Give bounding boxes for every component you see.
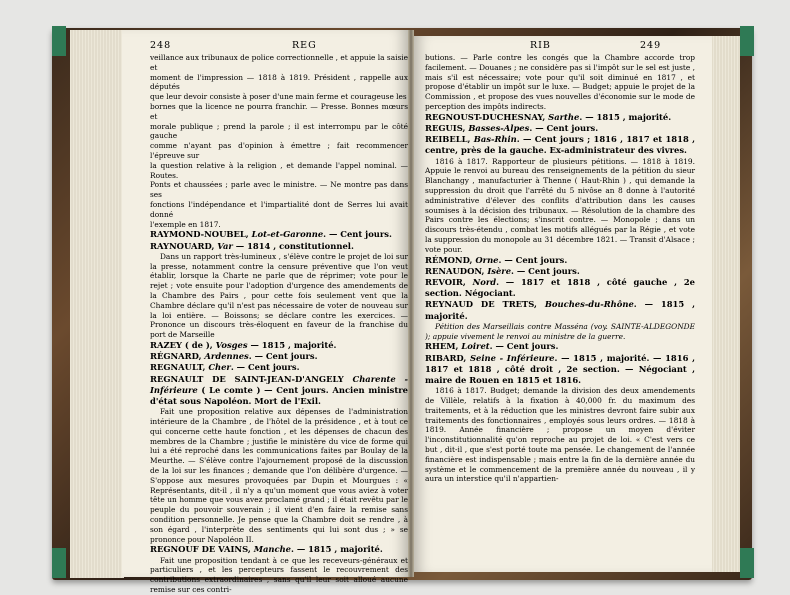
left-line: que leur devoir consiste à poser d'une main ferme et courageuse les [150,92,407,102]
left-bottom-corner [52,548,66,578]
deputy-entry: RENAUDON, Isère. — Cent jours. [425,265,580,276]
deputy-name: REGNAULT DE SAINT-JEAN-D'ANGELY [150,373,344,384]
deputy-info: — 1815 , majorité. [425,299,695,321]
deputy-department: Ardennes [204,351,249,362]
deputy-department: Vosges [215,339,248,350]
right-top-corner [740,26,754,56]
deputy-name: RÉMOND [425,254,470,265]
left-line: moment de l'impression — 1818 à 1819. Président , rappelle aux députés [150,72,408,92]
deputy-info: Cent jours. [340,229,392,240]
deputy-department: Loiret [461,341,490,352]
right-page-text [425,53,695,484]
deputy-department: Sarthe [548,111,580,122]
paragraph: Dans un rapport très-lumineux , s'élève contre le projet de loi sur la presse, notamment contre la censure préventive que l'on veut établir, lorsque la Charte ne parle que de réprimer; vote pour le rejet ; vote ensuite pour l'adoption d'urgence des amendements de la Chambre des Pairs , pour cette fois seulement vent que la Chambre déclare qu'il n'est pas nécessaire de voter de nouveau sur la loi entière. — Boissons; se déclare contre les exercices. — Prononce un discours très-éloquent en faveur de la franchise du port de Marseille [150,251,408,340]
left-line: bornes que la licence ne pourra franchir. — Presse. Bonnes mœurs et [150,101,408,121]
deputy-name: REGNOUF DE VAINS [150,544,248,555]
deputy-department: Seine - Inférieure [470,352,555,363]
left-page-number: 248 [150,40,172,51]
paragraph: 1816 à 1817. Budget; demande la division des deux amendements de Villèle, relatifs à la fixation à 40,000 fr. du maximum des traitements, et à la réduction que les ministres devront faire subir aux traitements des fonctionnaires , employés sous leurs ordres. — 1818 à 1819. Année financière ; propose un moyen d'éviter l'inconstitutionnalité qu'on reproche au projet de loi. « C'est vers ce but , dit-il , que s'est porté toute ma pensée. Le changement de l'année financière est indispensable ; mais entre la fin de la dernière année du système et le commencement de la première année du nouveau , il y aura un interstice qu'il n'appartien- [425,386,695,484]
deputy-info: — Cent jours. [236,362,300,373]
deputy-department: Orne [475,254,499,265]
deputy-entry: REYNAUD DE TRETS, Bouches-du-Rhône. — 1815 , majorité. [425,299,695,321]
deputy-name: RIBARD [425,352,464,363]
deputy-name: REGUIS [425,122,463,133]
right-page-number: 249 [640,40,662,51]
deputy-department: Manche [253,544,291,555]
deputy-entry [150,374,408,408]
deputy-entry: REGNAULT, Cher. — Cent jours. [150,362,300,373]
left-line: veillance aux tribunaux de police correctionnelle , et appuie la saisie et [150,53,408,72]
deputy-entry: RAYNOUARD, Var — 1814 , constitutionnel. [150,240,354,251]
left-line: comme n'ayant pas d'opinion à émettre ; fait recommencer l'épreuve sur [150,141,408,160]
deputy-name: RENAUDON [425,265,482,276]
deputy-name: RAYNOUARD [150,240,212,251]
deputy-name: REGNAULT [150,362,203,373]
deputy-entry: RIBARD, Seine - Inférieure. — 1815 , majorité. — 1816 , 1817 et 1818 , côté droit , 2e section. — Négociant , maire de Rouen en 1815 et 1816. [425,352,695,385]
deputy-department: Basses-Alpes [468,122,530,133]
deputy-info: ( Le comte ) — Cent jours. Ancien ministre d'état sous Napoléon. Mort de l'Exil. [150,384,408,406]
deputy-entry: RAZEY ( de ), Vosges — 1815 , majorité. [150,339,337,350]
left-line: fonctions l'indépendance et l'impartialité dont de Serres lui avait donné [150,199,408,219]
deputy-entry: RÉGNARD, Ardennes. — Cent jours. [150,351,318,362]
paragraph: 1816 à 1817. Rapporteur de plusieurs pétitions. — 1818 à 1819. Appuie le renvoi au bureau des renseignements de la pétition du sieur Blanchangy , manufacturier à Thenne ( Haut-Rhin ) , qui demande la suppression du droit que l'arrêté du 5 nivôse an 8 donne à l'autorité administrative d'élever des conflits d'attribution dans les causes soumises à la décision des tribunaux. — Résolution de la chambre des Pairs contre les élections; s'inscrit contre. — Monopole ; dans un discours très-étendu , combat les motifs allégués par la Régie , et vote la suppression du monopole au 31 décembre 1821. — Transit d'Alsace ; vote pour. [425,156,695,254]
paragraph: Fait une proposition relative aux dépenses de l'administration intérieure de la Chambre , de l'hôtel de la présidence , et à tout ce qui concerne cette haute fonction , et les dépenses de chacun des membres de la Chambre ; justifie le ministère du vice de forme qui lui a été reproché dans les communications faites par Boulay de la Meurthe. — S'élève contre l'ajournement proposé de la discussion de la loi sur les finances ; demande que l'on délibère d'urgence. — S'oppose aux mesures provoquées par Dupin et Mourgues : « Représentants, dit-il , il n'y a qu'un moment que vous aviez à voter tête un homme que vous avez proclamé grand ; il était revêtu par le peuple du pouvoir souverain ; il vient d'en faire la remise sans condition personnelle. Je pense que la Chambre doit se rendre , à son égard , l'interprète des sentiments qui lui sont dus ; » se prononce pour Napoléon II. [150,407,408,544]
paragraph: Pétition des Marseillais contre Masséna (voy. SAINTE-ALDEGONDE ); appuie vivement le renvoi au ministre de la guerre. [425,321,695,341]
deputy-entry: REIBELL, Bas-Rhin. — Cent jours ; 1816 , 1817 et 1818 , centre, près de la gauche. Ex-administrateur des vivres. [425,134,695,156]
deputy-entry: REGNOUST-DUCHESNAY, Sarthe. — 1815 , majorité. [425,111,672,122]
deputy-name: REIBELL [425,134,468,145]
deputy-info: — Cent jours ; 1816 , 1817 et 1818 , centre, près de la gauche. Ex-administrateur des vivres. [425,134,695,156]
deputy-entry: REGNOUF DE VAINS, Manche. — 1815 , majorité. [150,544,383,555]
deputy-name: REGNOUST-DUCHESNAY [425,111,543,122]
deputy-info: — Cent jours. [254,351,318,362]
deputy-name: REVOIR [425,276,463,287]
deputy-department: Lot-et-Garonne [251,229,324,240]
deputy-entry: RÉMOND, Orne. — Cent jours. [425,254,568,265]
left-line: morale publique ; prend la parole ; il est interrompu par le côté gauche [150,121,408,141]
right-bottom-corner [740,548,754,578]
deputy-department: Var [217,240,233,251]
deputy-entry: REVOIR, Nord. — 1817 et 1818 , côté gauche , 2e section. Négociant. [425,276,695,299]
deputy-info: — Cent jours. [495,341,559,352]
deputy-name: RAYMOND-NOUBEL [150,229,246,240]
right-page-edges [710,36,740,572]
deputy-name: RÉGNARD [150,351,199,362]
deputy-info: — 1814 , constitutionnel. [235,240,354,251]
deputy-department: Bouches-du-Rhône [544,299,634,310]
deputy-name: RHEM [425,341,456,352]
paragraph: Fait une proposition tendant à ce que les receveurs-généraux et particuliers , et les percepteurs fassent le recouvrement des contributions extraordinaires , sans qu'il leur soit alloué aucune remise sur ces contri- [150,555,408,594]
left-running-head: REG [292,40,317,51]
deputy-info: — 1815 , majorité. — 1816 , 1817 et 1818 , côté droit , 2e section. — Négociant , maire de Rouen en 1815 et 1816. [425,352,695,385]
left-line: l'exemple en 1817. [150,219,221,229]
left-line: Ponts et chaussées ; parle avec le ministre. — Ne montre pas dans ses [150,180,408,200]
deputy-entry: REGUIS, Basses-Alpes. — Cent jours. [425,122,599,133]
deputy-entry: RAYMOND-NOUBEL, Lot-et-Garonne. — Cent jours. [150,229,392,240]
deputy-department: Isère [487,265,512,276]
book-gutter [408,30,414,577]
deputy-department: Charente - Inférieure [150,373,408,395]
deputy-info: — Cent jours. [535,122,599,133]
deputy-info: — 1815 , majorité. [296,544,383,555]
deputy-info: — Cent jours. [516,265,580,276]
left-line: la question relative à la religion , et demande l'appel nominal. — Routes. [150,160,408,180]
deputy-department: Bas-Rhin [473,134,517,145]
deputy-name: REYNAUD DE TRETS [425,299,535,310]
deputy-name: RAZEY ( de ) [150,339,210,350]
deputy-info: — 1817 et 1818 , côté gauche , 2e section. Négociant. [425,276,695,299]
deputy-entry: RHEM, Loiret. — Cent jours. [425,341,559,352]
paragraph: butions. — Parle contre les congés que la Chambre accorde trop facilement. — Douanes ; ne considère pas si l'impôt sur le sel est juste , mais s'il est nécessaire; vote pour qu'il soit diminué en 1817 , et propose d'établir un impôt sur le luxe. — Budget; appuie le projet de la Commission , et propose des vues nouvelles d'économie sur le mode de perception des impôts indirects. [425,53,695,111]
right-running-head: RIB [530,40,551,51]
deputy-info: — Cent jours. [504,254,568,265]
deputy-department: Cher [208,362,231,373]
left-page-text [150,53,408,595]
deputy-info: — 1815 , majorité. [250,339,337,350]
left-page-edges [70,30,124,578]
deputy-department: Nord [472,276,497,287]
left-top-corner [52,26,66,56]
deputy-info: — 1815 , majorité. [585,111,672,122]
